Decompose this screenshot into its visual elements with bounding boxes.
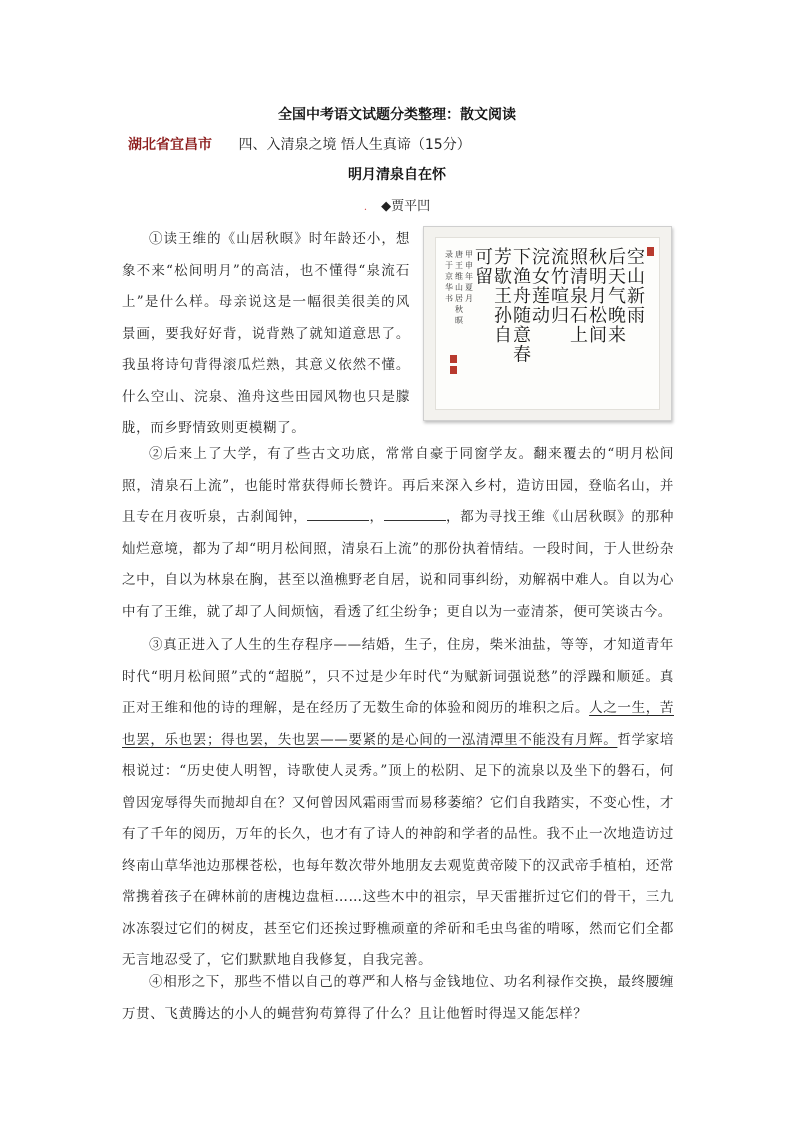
essay-title: 明月清泉自在怀	[348, 167, 446, 183]
seal-stamp-bottom-2	[450, 366, 457, 374]
paragraph-2	[122, 439, 674, 628]
author-name: ◆贾平凹	[381, 199, 431, 214]
inscription-char: 夏	[465, 283, 473, 292]
blank-separator: ，	[369, 509, 384, 525]
calligraphy-char: 山	[627, 266, 645, 288]
calligraphy-char: 竹	[551, 266, 569, 288]
calligraphy-char: 照	[570, 247, 588, 268]
region-label: 湖北省宜昌市	[128, 137, 212, 153]
inscription-char: 王	[455, 261, 463, 270]
underlined-sentence: 人之一生，苦也罢，乐也罢；得也罢，失也罢——要紧的是心间的一泓清潭里不能没有月辉。	[122, 700, 674, 748]
calligraphy-char: 王	[494, 286, 512, 307]
calligraphy-char: 可	[475, 247, 493, 268]
section-line	[128, 134, 471, 154]
calligraphy-char: 泉	[570, 286, 588, 307]
calligraphy-char: 后	[608, 247, 626, 268]
inscription-char: 申	[465, 261, 473, 270]
paragraph-3	[122, 630, 674, 977]
calligraphy-char: 上	[570, 325, 588, 346]
calligraphy-char: 清	[570, 266, 588, 288]
inscription-char: 录	[445, 250, 453, 259]
inscription-char: 山	[455, 283, 463, 292]
calligraphy-char: 石	[570, 305, 588, 327]
calligraphy-char: 芳	[494, 247, 512, 268]
calligraphy-char: 月	[589, 286, 607, 307]
section-heading: 四、入清泉之境 悟人生真谛（15分）	[238, 137, 471, 153]
calligraphy-char: 气	[608, 286, 626, 307]
document-title: 全国中考语文试题分类整理：散文阅读	[278, 107, 516, 123]
inscription-char: 居	[455, 294, 463, 303]
inscription-char: 于	[445, 261, 453, 270]
calligraphy-char: 女	[532, 266, 550, 288]
calligraphy-char: 浣	[532, 247, 550, 268]
calligraphy-char: 明	[589, 266, 607, 288]
paragraph-4: ④相形之下，那些不惜以自己的尊严和人格与金钱地位、功名利禄作交换，最终腰缠万贯、飞黄腾达的小人的蝇营狗苟算得了什么？且让他暂时得逞又能怎样？	[122, 974, 674, 1022]
calligraphy-char: 秋	[589, 247, 607, 268]
calligraphy-char: 孙	[494, 305, 512, 327]
calligraphy-char: 春	[513, 344, 531, 366]
inscription-char: 甲	[465, 250, 473, 259]
seal-stamp-top	[647, 247, 654, 256]
paragraph-1: ①读王维的《山居秋暝》时年龄还小，想象不来“松间明月”的高洁，也不懂得“泉流石上”是什么样。母亲说这是一幅很美很美的风景画，要我好好背，说背熟了就知道意思了。我虽将诗句背得滚瓜烂熟，其意义依然不懂。什么空山、浣泉、渔舟这些田园风物也只是朦胧，而乡野情致则更模糊了。	[122, 231, 410, 436]
calligraphy-char: 莲	[532, 286, 550, 307]
calligraphy-char: 随	[513, 305, 531, 327]
calligraphy-char: 晚	[608, 305, 626, 327]
paragraph-3-start: ③真正进入了人生的生存程序——结婚，生子，住房，柴米油盐，等等，才知道青年时代“明月松间照”式的“超脱”，只不过是少年时代“为赋新词强说愁”的浮躁和顺延。真正对王维和他的诗的理解，是在经历了无数生命的体验和阅历的堆积之后。	[122, 637, 674, 716]
calligraphy-char: 留	[475, 266, 493, 288]
inscription-char: 华	[445, 283, 453, 292]
calligraphy-char: 雨	[627, 305, 645, 327]
calligraphy-char: 天	[608, 266, 626, 288]
calligraphy-inscription	[445, 249, 473, 325]
inscription-char: 月	[465, 294, 473, 303]
inscription-char: 唐	[455, 250, 463, 259]
calligraphy-char: 渔	[513, 266, 531, 288]
calligraphy-char: 意	[513, 325, 531, 346]
paragraph-3-end: 哲学家培根说过：“历史使人明智，诗歌使人灵秀。”顶上的松阴、足下的流泉以及坐下的磐石，何曾因宠辱得失而抛却自在？又何曾因风霜雨雪而易移萎缩？它们自我踏实，不变心性，才有了千年的阅历，万年的长久，也才有了诗人的神韵和学者的品性。我不止一次地造访过终南山草华池边那棵苍松，也每年数次带外地朋友去观览黄帝陵下的汉武帝手植柏，还常常携着孩子在碑林前的唐槐边盘桓……这些木中的祖宗，早天雷摧折过它们的骨干，三九冰冻裂过它们的树皮，甚至它们还挨过野樵顽童的斧斫和毛虫鸟雀的啃啄，然而它们全都无言地忍受了，它们默默地自我修复，自我完善。	[122, 731, 675, 968]
inscription-char: 秋	[455, 305, 463, 314]
calligraphy-char: 动	[532, 305, 550, 327]
calligraphy-char: 流	[551, 247, 569, 268]
calligraphy-char: 间	[589, 325, 607, 346]
calligraphy-char: 新	[627, 286, 645, 307]
inscription-char: 书	[445, 294, 453, 303]
calligraphy-svg	[424, 227, 671, 420]
calligraphy-char: 舟	[513, 286, 531, 307]
calligraphy-char: 自	[494, 325, 512, 346]
inscription-char: 暝	[455, 316, 463, 325]
fill-blank-2[interactable]	[384, 508, 446, 521]
paragraph-2-start: ②后来上了大学，有了些古文功底，常常自豪于同窗学友。翻来覆去的“明月松间照，清泉石上流”，也能时常获得师长赞许。再后来深入乡村，造访田园，登临名山，并且专在月夜听泉，古刹闻钟，	[122, 446, 674, 525]
inscription-char: 京	[445, 272, 453, 281]
calligraphy-main-text	[475, 247, 645, 366]
calligraphy-char: 下	[513, 247, 531, 268]
paragraph-2-end: ，都为寻找王维《山居秋暝》的那种灿烂意境，都为了却“明月松间照，清泉石上流”的那份执着情结。一段时间，于人世纷杂之中，自以为林泉在胸，甚至以渔樵野老自居，说和同事纠纷，劝解祸中难人。自以为心中有了王维，就了却了人间烦恼，看透了红尘纷争；更自以为一壶清茶，便可笑谈古今。	[122, 509, 674, 620]
seal-stamp-bottom-1	[450, 355, 457, 363]
fill-blank-1[interactable]	[307, 508, 369, 521]
calligraphy-char: 歇	[494, 266, 512, 288]
calligraphy-char: 空	[627, 247, 645, 268]
author-marker: .	[363, 202, 368, 213]
calligraphy-char: 归	[551, 305, 569, 327]
calligraphy-char: 喧	[551, 286, 569, 307]
calligraphy-char: 松	[589, 305, 607, 327]
inscription-char: 年	[465, 272, 473, 281]
inscription-char: 维	[455, 272, 463, 281]
calligraphy-painting	[423, 226, 672, 421]
calligraphy-char: 来	[608, 325, 626, 346]
author-line	[0, 195, 794, 214]
